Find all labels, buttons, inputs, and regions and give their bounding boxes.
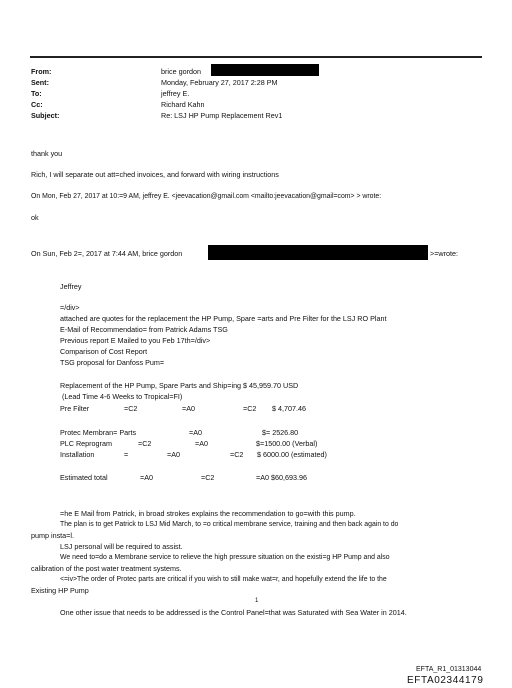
line-jeffrey: Jeffrey [60, 282, 82, 291]
cc-value: Richard Kahn [161, 100, 205, 109]
install-c2: =C2 [230, 450, 244, 459]
prefilter-a0: =A0 [182, 404, 195, 413]
protec-amount: $= 2526.80 [262, 428, 299, 437]
efta-large: EFTA02344179 [407, 675, 484, 686]
cc-label: Cc: [31, 100, 43, 109]
para1-line4: LSJ personal will be required to assist. [60, 542, 183, 551]
header-top-rule [30, 56, 482, 58]
to-label: To: [31, 89, 42, 98]
subject-value: Re: LSJ HP Pump Replacement Rev1 [161, 111, 283, 120]
line-prev-report: Previous report E Mailed to you Feb 17th=/div> [60, 336, 211, 345]
line-rich: Rich, I will separate out att=ched invoices, and forward with wiring instructions [31, 170, 279, 179]
subject-label: Subject: [31, 111, 60, 120]
line-ok: ok [31, 213, 39, 222]
line-replacement: Replacement of the HP Pump, Spare Parts and Ship=ing $ 45,959.70 USD [60, 381, 299, 390]
plc-amount: $=1500.00 (Verbal) [256, 439, 318, 448]
line-on-mon: On Mon, Feb 27, 2017 at 10:=9 AM, jeffrey E. <jeevacation@gmail.com <mailto:jeevacation@gmail=com> > wrote: [31, 193, 382, 200]
protec-label: Protec Membran= Parts [60, 428, 137, 437]
from-redaction [211, 64, 319, 76]
install-a0: =A0 [167, 450, 180, 459]
est-label: Estimated total [60, 473, 108, 482]
efta-small: EFTA_R1_01313044 [416, 666, 482, 673]
protec-a0: =A0 [189, 428, 202, 437]
install-eq: = [124, 450, 129, 459]
est-a0: =A0 [140, 473, 153, 482]
line-thank-you: thank you [31, 149, 63, 158]
line-attached: attached are quotes for the replacement the HP Pump, Spare =arts and Pre Filter for the LSJ RO Plant [60, 314, 387, 323]
from-label: From: [31, 67, 52, 76]
prefilter-c2b: =C2 [243, 404, 257, 413]
para1-line3: pump insta=l. [31, 531, 74, 540]
prefilter-amount: $ 4,707.46 [272, 404, 306, 413]
line-on-sun: On Sun, Feb 2=, 2017 at 7:44 AM, brice gordon [31, 249, 183, 258]
plc-label: PLC Reprogram [60, 439, 112, 448]
plc-c2: =C2 [138, 439, 152, 448]
para1-line7: <=iv>The order of Protec parts are critical if you wish to still make wat=r, and hopefully extend the life to the [60, 576, 387, 583]
install-label: Installation [60, 450, 95, 459]
prefilter-label: Pre Filter [60, 404, 90, 413]
line-lead-time: (Lead Time 4-6 Weeks to Tropical=FI) [62, 392, 183, 401]
line-div: =/div> [60, 303, 80, 312]
para1-line2: The plan is to get Patrick to LSJ Mid March, to =o critical membrane service, training and then back again to do [60, 521, 399, 528]
line-tsg: TSG proposal for Danfoss Pum= [60, 358, 165, 367]
page-number: 1 [255, 598, 259, 604]
to-value: jeffrey E. [161, 89, 190, 98]
para1-line6: calibration of the post water treatment systems. [31, 564, 182, 573]
install-amount: $ 6000.00 (estimated) [257, 450, 327, 459]
line-email-rec: E-Mail of Recommendatio= from Patrick Adams TSG [60, 325, 228, 334]
line-comparison: Comparison of Cost Report [60, 347, 148, 356]
sender-redaction [208, 245, 428, 260]
para2: One other issue that needs to be addressed is the Control Panel=that was Saturated with Sea Water in 2014. [60, 608, 407, 617]
est-c2: =C2 [201, 473, 215, 482]
para1-line5: We need to=do a Membrane service to relieve the high pressure situation on the existi=g HP Pump and also [60, 554, 390, 561]
line-on-sun-wrote: >=wrote: [430, 249, 458, 258]
para1-line8: Existing HP Pump [31, 586, 89, 595]
prefilter-c2a: =C2 [124, 404, 138, 413]
est-amount: =A0 $60,693.96 [256, 473, 307, 482]
sent-value: Monday, February 27, 2017 2:28 PM [161, 78, 278, 87]
sent-label: Sent: [31, 78, 49, 87]
para1-line1: =he E Mail from Patrick, in broad strokes explains the recommendation to go=with this pump. [60, 509, 356, 518]
from-value: brice gordon [161, 67, 201, 76]
plc-a0: =A0 [195, 439, 208, 448]
